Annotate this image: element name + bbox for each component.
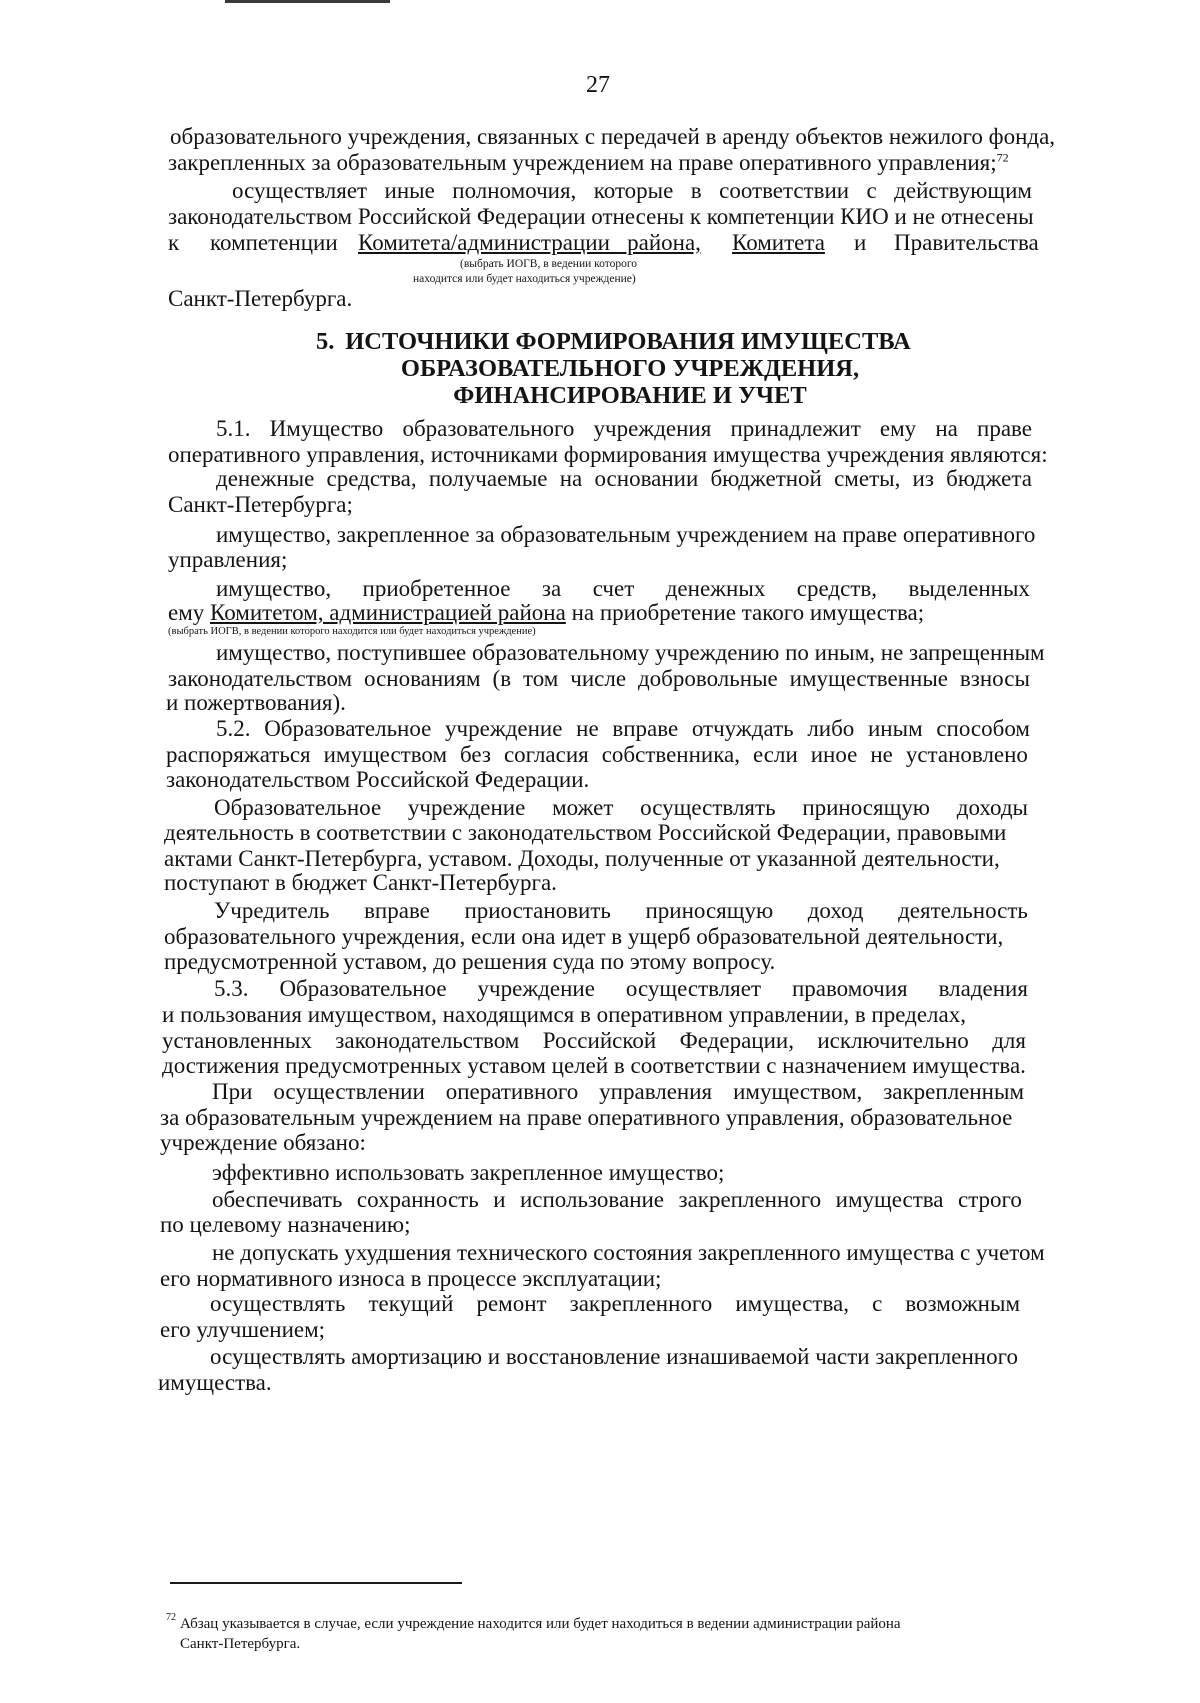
text-line: образовательного учреждения, связанных с передачей в аренду объектов нежилого фонда, bbox=[170, 124, 1056, 149]
text-word: Образовательное bbox=[279, 976, 447, 1001]
text-word: из bbox=[912, 466, 934, 491]
text-word: приобретенное bbox=[362, 576, 511, 601]
text-line: законодательством Российской Федерации. bbox=[166, 767, 590, 792]
text-word: может bbox=[552, 795, 614, 820]
text-line bbox=[232, 178, 1032, 204]
section-heading: ФИНАНСИРОВАНИЕ И УЧЕТ bbox=[453, 382, 807, 409]
text-word: без bbox=[460, 742, 491, 767]
text-span: компетенции bbox=[210, 230, 338, 255]
text-word: управления bbox=[599, 1079, 713, 1104]
text-word: денежных bbox=[665, 576, 766, 601]
text-word: действующим bbox=[894, 178, 1032, 203]
text-word: праве bbox=[977, 416, 1032, 441]
text-word: денежные bbox=[216, 466, 315, 491]
text-line: предусмотренной уставом, до решения суда по этому вопросу. bbox=[164, 949, 776, 974]
text-word: сметы, bbox=[834, 466, 901, 491]
text-word: оперативного bbox=[445, 1079, 579, 1104]
text-word: имущество, bbox=[216, 576, 332, 601]
text-word: доходы bbox=[956, 795, 1028, 820]
text-word: иным bbox=[868, 716, 923, 741]
text-word: ремонт bbox=[476, 1291, 547, 1316]
text-word: которые bbox=[593, 178, 674, 203]
text-line: деятельность в соответствии с законодательством Российской Федерации, правовыми bbox=[164, 820, 1007, 845]
text-word: отчуждать bbox=[691, 716, 794, 741]
text-word: При bbox=[212, 1079, 253, 1104]
text-word: либо bbox=[807, 716, 855, 741]
text-line: поступают в бюджет Санкт-Петербурга. bbox=[164, 870, 557, 895]
text-word: выделенных bbox=[908, 576, 1030, 601]
text-line: имущество, поступившее образовательному учреждению по иным, не запрещенным bbox=[216, 640, 1045, 665]
text-word: осуществлять bbox=[210, 1291, 346, 1316]
placeholder-link: Комитета bbox=[732, 230, 825, 255]
text-word: соответствии bbox=[719, 178, 850, 203]
text-line: по целевому назначению; bbox=[160, 1212, 411, 1237]
text-line bbox=[168, 600, 924, 626]
text-word: том bbox=[522, 666, 559, 691]
scan-artifact bbox=[225, 0, 390, 3]
text-word: согласия bbox=[503, 742, 589, 767]
footnote-reference: 72 bbox=[996, 150, 1009, 165]
text-word: осуществлении bbox=[273, 1079, 425, 1104]
text-word: установленных bbox=[162, 1028, 312, 1053]
text-line: за образовательным учреждением на праве оперативного управления, образовательное bbox=[160, 1105, 1013, 1130]
text-word: 5.1. bbox=[216, 416, 251, 441]
text-word: учреждения bbox=[593, 416, 712, 441]
text-line: законодательством Российской Федерации отнесены к компетенции КИО и не отнесены bbox=[168, 204, 1034, 229]
text-word: с bbox=[866, 178, 877, 203]
text-line: осуществлять амортизацию и восстановление изнашиваемой части закрепленного bbox=[210, 1344, 1018, 1369]
footnote-text: Абзац указывается в случае, если учреждение находится или будет находиться в ведении администрации района bbox=[180, 1616, 901, 1632]
text-line: имущества. bbox=[158, 1370, 272, 1395]
text-word: основаниям bbox=[364, 666, 481, 691]
text-span: ему bbox=[168, 600, 211, 625]
text-line: имущество, закрепленное за образовательным учреждением на праве оперативного bbox=[216, 522, 1036, 547]
text-line: достижения предусмотренных уставом целей в соответствии с назначением имущества. bbox=[162, 1053, 1026, 1078]
text-word: осуществляет bbox=[625, 976, 761, 1001]
text-word: если bbox=[753, 742, 798, 767]
text-word: закрепленного bbox=[569, 1291, 713, 1316]
text-word: обеспечивать bbox=[212, 1187, 343, 1212]
text-word: получаемые bbox=[428, 466, 548, 491]
text-line: управления; bbox=[168, 547, 288, 572]
section-number: 5. bbox=[316, 328, 335, 355]
text-word: иное bbox=[810, 742, 858, 767]
text-line: эффективно использовать закрепленное имущество; bbox=[212, 1160, 725, 1185]
text-word: взносы bbox=[959, 666, 1030, 691]
text-word: бюджета bbox=[946, 466, 1032, 491]
text-word: правомочия bbox=[791, 976, 908, 1001]
text-line bbox=[216, 576, 1030, 602]
text-word: полномочия, bbox=[452, 178, 577, 203]
text-word: за bbox=[541, 576, 562, 601]
text-word: средства, bbox=[326, 466, 417, 491]
text-word: приносящую bbox=[802, 795, 930, 820]
editor-note: (выбрать ИОГВ, в ведении которого bbox=[460, 258, 638, 270]
text-word: имущественные bbox=[789, 666, 948, 691]
text-word: Имущество bbox=[269, 416, 384, 441]
text-word: возможным bbox=[905, 1291, 1020, 1316]
text-line: актами Санкт-Петербурга, уставом. Доходы, полученные от указанной деятельности, bbox=[164, 846, 1000, 871]
text-line bbox=[168, 150, 1009, 176]
text-word: иные bbox=[384, 178, 435, 203]
text-line: Санкт-Петербурга; bbox=[168, 492, 353, 517]
text-word: имущества bbox=[835, 1187, 944, 1212]
text-word: (в bbox=[492, 666, 512, 691]
text-word: не bbox=[576, 716, 599, 741]
text-line: и пожертвования). bbox=[166, 690, 346, 715]
text-word: на bbox=[559, 466, 583, 491]
text-word: осуществлять bbox=[640, 795, 776, 820]
text-line bbox=[166, 742, 1028, 768]
text-line bbox=[216, 416, 1032, 442]
text-word: Образовательное bbox=[264, 716, 432, 741]
text-line bbox=[162, 1028, 1026, 1054]
text-word: на bbox=[935, 416, 958, 441]
editor-note: находится или будет находиться учреждение) bbox=[413, 273, 636, 285]
text-span: и bbox=[854, 230, 867, 255]
text-word: учреждение bbox=[477, 976, 595, 1001]
text-word: 5.3. bbox=[214, 976, 249, 1001]
text-word: вправе bbox=[612, 716, 679, 741]
text-word: бюджетной bbox=[710, 466, 822, 491]
text-word: числе bbox=[570, 666, 627, 691]
text-word: ему bbox=[879, 416, 917, 441]
footnote-separator bbox=[170, 1582, 462, 1584]
text-line bbox=[168, 666, 1030, 692]
text-word: учреждение bbox=[445, 716, 563, 741]
text-word: приносящую bbox=[645, 898, 774, 923]
text-line: не допускать ухудшения технического состояния закрепленного имущества с учетом bbox=[212, 1240, 1045, 1265]
text-word: вправе bbox=[364, 898, 430, 923]
text-word: использование bbox=[519, 1187, 665, 1212]
text-line bbox=[212, 1079, 1024, 1105]
text-word: добровольные bbox=[637, 666, 778, 691]
text-line: Санкт-Петербурга. bbox=[168, 286, 353, 311]
text-word: не bbox=[870, 742, 893, 767]
text-span: к bbox=[168, 230, 180, 255]
text-word: доход bbox=[807, 898, 864, 923]
text-word: средств, bbox=[796, 576, 877, 601]
text-word: основании bbox=[594, 466, 699, 491]
section-heading: ИСТОЧНИКИ ФОРМИРОВАНИЯ ИМУЩЕСТВА bbox=[345, 328, 911, 355]
text-word: счет bbox=[592, 576, 635, 601]
text-line bbox=[212, 1187, 1022, 1213]
text-span: на приобретение такого имущества; bbox=[565, 600, 925, 625]
text-word: распоряжаться bbox=[166, 742, 311, 767]
text-word: способом bbox=[936, 716, 1030, 741]
text-line bbox=[214, 898, 1028, 924]
text-line bbox=[216, 466, 1032, 492]
text-span: Правительства bbox=[894, 230, 1039, 255]
text-word: законодательством bbox=[335, 1028, 520, 1053]
text-word: владения bbox=[938, 976, 1028, 1001]
text-word: установлено bbox=[905, 742, 1028, 767]
text-word: строго bbox=[958, 1187, 1022, 1212]
text-line bbox=[214, 795, 1028, 821]
text-word: Учредитель bbox=[214, 898, 330, 923]
text-word: исключительно bbox=[817, 1028, 969, 1053]
text-line bbox=[216, 716, 1030, 742]
text-span: закрепленных за образовательным учреждением на праве оперативного управления; bbox=[168, 150, 997, 175]
text-word: Федерации, bbox=[679, 1028, 794, 1053]
text-word: закрепленного bbox=[678, 1187, 822, 1212]
text-word: 5.2. bbox=[216, 716, 251, 741]
text-word: закрепленным bbox=[883, 1079, 1024, 1104]
text-word: законодательством bbox=[168, 666, 353, 691]
text-line: образовательного учреждения, если она идет в ущерб образовательной деятельности, bbox=[164, 924, 1004, 949]
text-line bbox=[210, 1291, 1020, 1317]
text-word: собственника, bbox=[601, 742, 741, 767]
placeholder-link: Комитета/администрации района, bbox=[358, 230, 701, 255]
text-word: и bbox=[493, 1187, 506, 1212]
text-word: приостановить bbox=[464, 898, 611, 923]
text-word: учреждение bbox=[407, 795, 526, 820]
text-line: оперативного управления, источниками формирования имущества учреждения являются: bbox=[168, 442, 1048, 467]
text-word: в bbox=[690, 178, 702, 203]
text-word: имущества, bbox=[735, 1291, 849, 1316]
text-word: для bbox=[992, 1028, 1026, 1053]
page-number: 27 bbox=[586, 72, 610, 98]
text-line: его нормативного износа в процессе эксплуатации; bbox=[160, 1266, 662, 1291]
placeholder-link: Комитетом, администрацией района bbox=[210, 600, 566, 625]
text-word: текущий bbox=[368, 1291, 454, 1316]
footnote-number: 72 bbox=[166, 1612, 176, 1623]
text-word: сохранность bbox=[356, 1187, 479, 1212]
section-heading: ОБРАЗОВАТЕЛЬНОГО УЧРЕЖДЕНИЯ, bbox=[400, 355, 860, 382]
text-word: с bbox=[872, 1291, 883, 1316]
text-word: деятельность bbox=[898, 898, 1028, 923]
text-line: его улучшением; bbox=[160, 1317, 326, 1342]
text-line bbox=[214, 976, 1028, 1002]
text-word: имуществом bbox=[323, 742, 448, 767]
text-word: образовательного bbox=[402, 416, 575, 441]
editor-note: (выбрать ИОГВ, в ведении которого находится или будет находиться учреждение) bbox=[168, 626, 536, 637]
text-word: осуществляет bbox=[232, 178, 368, 203]
text-word: Российской bbox=[542, 1028, 657, 1053]
text-line: и пользования имуществом, находящимся в оперативном управлении, в пределах, bbox=[162, 1002, 966, 1027]
text-line: учреждение обязано: bbox=[160, 1130, 366, 1155]
footnote-text: Санкт-Петербурга. bbox=[180, 1636, 301, 1652]
text-word: имуществом, bbox=[733, 1079, 863, 1104]
text-word: Образовательное bbox=[214, 795, 382, 820]
text-word: принадлежит bbox=[730, 416, 861, 441]
